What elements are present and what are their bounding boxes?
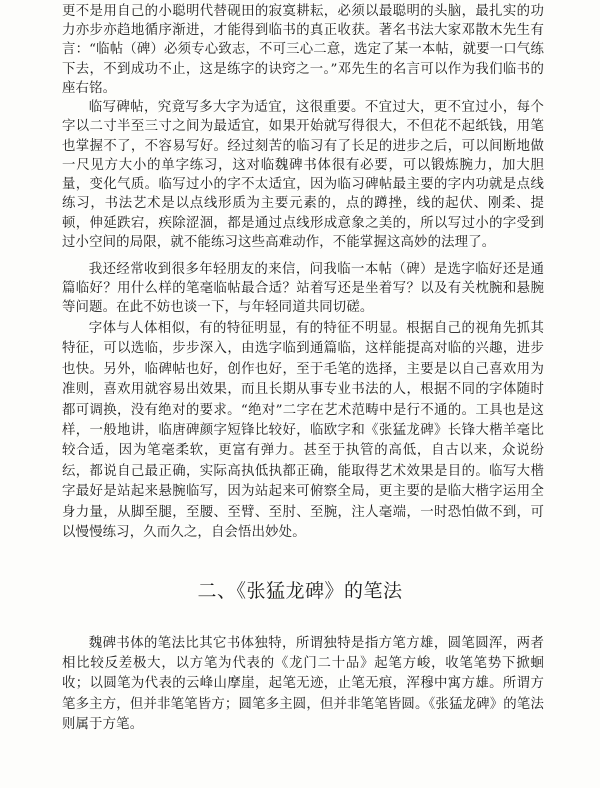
paragraph-5: 魏碑书体的笔法比其它书体独特，所谓独特是指方笔方雄，圆笔圆浑，两者相比较反差极大，以方笔为代表的《龙门二十品》起笔方峻，收笔笔势下掀蛔收；以圆笔为代表的云峰山摩崖，起笔无迹，止笔无痕，浑穆中寓方雄。所谓方笔多主方，但并非笔笔皆方；圆笔多主圆，但并非笔笔皆圆。《张猛龙碑》的笔法则属于方笔。: [62, 636, 544, 732]
paragraph-3: 我还经常收到很多年轻朋友的来信，问我临一本帖（碑）是选字临好还是通篇临好？用什么样的笔毫临帖最合适？站着写还是坐着写？以及有关枕腕和悬腕等问题。在此不妨也谈一下，与年轻同道共同切磋。: [62, 262, 544, 316]
section-heading: 二、《张猛龙碑》的笔法: [197, 580, 403, 602]
paragraph-1: 更不是用自己的小聪明代替砚田的寂寞耕耘，必须以最聪明的头脑，最扎实的功力亦步亦趋地循序渐进，才能得到临书的真正收获。著名书法大家邓散木先生有言：“临帖（碑）必须专心致志，不可三心二意，选定了某一本帖，就要一口气练下去，不到成功不止，这是练字的诀窍之一。”邓先生的名言可以作为我们临书的座右铭。: [62, 4, 544, 96]
paragraph-4: 字体与人体相似，有的特征明显，有的特征不明显。根据自己的视角先抓其特征，可以选临，步步深入，由选字临到通篇临，这样能提高对临的兴趣，进步也快。另外，临碑帖也好，创作也好，至于毛笔的选择，主要是以自己喜欢用为准则，喜欢用就容易出效果，而且长期从事专业书法的人，根据不同的字体随时都可调换，没有绝对的要求。“绝对”二字在艺术范畴中是行不通的。工具也是这样，一般地讲，临唐碑颜字短锋比较好，临欧字和《张猛龙碑》长锋大楷羊毫比较合适，因为笔毫柔软，更富有弹力。甚至于执管的高低，自古以来，众说纷纭，都说自己最正确，实际高执低执都正确，能取得艺术效果是目的。临写大楷字最好是站起来悬腕临写，因为站起来可俯察全局，更主要的是临大楷字运用全身力量，从脚至腿，至腰、至臂、至肘、至腕，注人毫端，一时恐怕做不到，可以慢慢练习，久而久之，自会悟出妙处。: [62, 321, 544, 541]
paragraph-2: 临写碑帖，究竟写多大字为适宜，这很重要。不宜过大，更不宜过小，每个字以二寸半至三寸之间为最适宜，如果开始就写得很大，不但花不起纸钱，用笔也掌握不了，不容易写好。经过刻苦的临习有了长足的进步之后，可以间断地做一尺见方大小的单字练习，这对临魏碑书体很有必要，可以锻炼腕力，加大胆量，变化气质。临写过小的字不太适宜，因为临习碑帖最主要的字内功就是点线练习，书法艺术是以点线形质为主要元素的，点的蹲挫，线的起伏、刚柔、提顿，伸延跌宕，疾除涩涸，都是通过点线形成意象之美的，所以写过小的字受到过小空间的局限，就不能练习这些高难动作，不能掌握这高妙的法理了。: [62, 100, 544, 251]
